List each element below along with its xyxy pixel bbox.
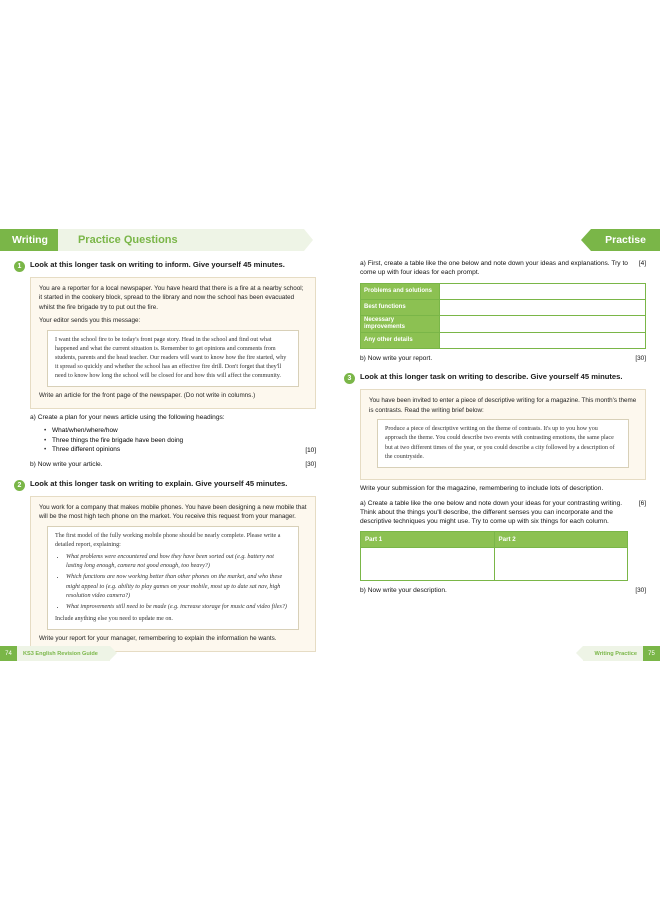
section-tab-practise: Practise	[591, 229, 660, 251]
question-2-manager-bullet: • Which functions are now working better than other phones on the market, and who these might appeal to (e.g. ability to play games on your mobile, most up to date sat nav, high resolution video camera?)	[66, 573, 291, 600]
question-3-number: 3	[344, 373, 355, 384]
question-3-sub-a-text: a) Create a table like the one below and note down your ideas for your contrasting writing. Think about the things you'll describe, the different senses you can incorporate and the descriptive techniques you might use. Try to come up with six things for each column.	[360, 499, 623, 525]
question-1-editor-message-text: I want the school fire to be today's front page story. Head in the school and find out what happened and what the current situation is. Remember to get opinions and comments from students, parents and the head teacher. Our readers will want to know how the fire started, why it spread so quickly and whether the school has an effective fire drill. Don't forget that they'll need to know how long the school will be closed for and how this will affect the community.	[55, 336, 287, 380]
question-1-sub-b	[30, 461, 316, 470]
question-2-manager-request	[47, 526, 299, 630]
section-tab-practice-questions: Practice Questions	[58, 229, 304, 251]
table-cell-blank[interactable]	[440, 283, 646, 299]
left-page-footer	[0, 646, 110, 661]
question-1-scenario-after: Write an article for the front page of the newspaper. (Do not write in columns.)	[39, 392, 256, 400]
question-2-sub-b-marks: [30]	[635, 354, 646, 362]
section-tab-writing: Writing	[0, 229, 58, 251]
question-2-sub-b	[360, 355, 646, 364]
table-row-label: Problems and solutions	[361, 283, 440, 299]
question-3-contrast-table	[360, 531, 628, 581]
question-2-sub-a-text: a) First, create a table like the one below and note down your ideas and explanations. Try to come up with four ideas for each prompt.	[360, 260, 628, 276]
question-3-scenario	[360, 389, 646, 479]
question-3-heading	[344, 372, 646, 384]
question-2-title: Look at this longer task on writing to explain. Give yourself 45 minutes.	[30, 478, 288, 488]
question-1-number: 1	[14, 261, 25, 272]
question-2-continued	[344, 260, 646, 363]
question-1-bullet: • Three different opinions	[44, 445, 183, 455]
question-2-sub-a	[360, 260, 646, 278]
book-spread	[0, 225, 660, 675]
table-row-label: Any other details	[361, 332, 440, 348]
table-cell-blank[interactable]	[440, 332, 646, 348]
table-row	[361, 283, 646, 299]
question-1-title: Look at this longer task on writing to inform. Give yourself 45 minutes.	[30, 260, 285, 269]
question-3-sub-b	[360, 587, 646, 596]
question-2-sub-a-marks: [4]	[638, 260, 646, 267]
question-1-bullets-row	[14, 423, 316, 455]
left-page	[0, 225, 330, 675]
question-2-manager-request-tail: Include anything else you need to update me on.	[55, 615, 173, 622]
question-2-ideas-table	[360, 283, 646, 349]
question-3-sub-b-text: b) Now write your description.	[360, 587, 447, 595]
question-1	[14, 260, 316, 470]
question-1-heading	[14, 260, 316, 272]
right-page-footer-text: Writing Practice	[583, 646, 643, 661]
question-2-manager-request-lead: The first model of the fully working mobile phone should be nearly complete. Please write a detailed report, explaining:	[55, 532, 281, 548]
left-page-number: 74	[0, 646, 17, 661]
question-2-scenario-intro: You work for a company that makes mobile phones. You have been designing a new mobile that will be the most high tech phone on the market. You receive this request from your manager.	[39, 503, 307, 521]
question-1-sub-b-text: b) Now write your article.	[30, 461, 103, 469]
question-2-manager-bullet: • What problems were encountered and how they have been sorted out (e.g. battery not lasting long enough, camera not good enough, too heavy?)	[66, 553, 291, 571]
question-1-sub-a-marks: [10]	[305, 447, 316, 455]
question-1-sub-b-marks: [30]	[305, 461, 316, 469]
table-cell-blank[interactable]	[440, 299, 646, 315]
question-3-sub-b-marks: [30]	[635, 587, 646, 595]
question-1-scenario	[30, 277, 316, 409]
table-row	[361, 548, 628, 581]
table-row	[361, 332, 646, 348]
table-row-label: Necessary improvements	[361, 315, 440, 332]
question-2-manager-bullet: • What improvements still need to be made (e.g. increase storage for music and video files?)	[66, 603, 291, 612]
table-row-label: Best functions	[361, 299, 440, 315]
table-header-row	[361, 532, 628, 548]
question-1-scenario-intro: You are a reporter for a local newspaper. You have heard that there is a fire at a nearby school; it started in the cookery block, spread to the library and now the school has been evacuated whilst the fire brigade try to put out the fire.	[39, 285, 304, 311]
right-page-header	[344, 229, 660, 251]
question-1-scenario-lead: Your editor sends you this message:	[39, 317, 141, 325]
table-cell-blank[interactable]	[361, 548, 495, 581]
question-2-manager-request-bullets	[55, 553, 291, 612]
question-1-bullet: • Three things the fire brigade have been doing	[44, 436, 183, 446]
left-page-header	[0, 229, 304, 251]
question-3-title: Look at this longer task on writing to describe. Give yourself 45 minutes.	[360, 372, 623, 382]
question-2-heading	[14, 479, 316, 491]
question-1-editor-message	[47, 330, 299, 388]
question-2-sub-b-text: b) Now write your report.	[360, 354, 433, 362]
table-cell-blank[interactable]	[494, 548, 628, 581]
question-3-after-note: Write your submission for the magazine, remembering to include lots of description.	[360, 484, 604, 492]
right-page	[330, 225, 660, 675]
question-3-scenario-intro: You have been invited to enter a piece of descriptive writing for a magazine. This month's theme is contrasts. Read the writing brief below:	[369, 397, 637, 414]
table-column-header: Part 1	[361, 532, 495, 548]
table-row	[361, 315, 646, 332]
question-3	[344, 372, 646, 596]
question-3-writing-brief-text: Produce a piece of descriptive writing on the theme of contrasts. It's up to you how you approach the theme. You could describe two events with contrasting emotions, the same place but at two different times of the year, or you could describe a city followed by a description of the countryside.	[385, 426, 615, 460]
table-row	[361, 299, 646, 315]
question-2	[14, 479, 316, 652]
table-column-header: Part 2	[494, 532, 628, 548]
question-3-sub-a-marks: [6]	[638, 499, 646, 507]
left-page-footer-text: KS3 English Revision Guide	[17, 646, 110, 661]
question-3-sub-a	[360, 500, 646, 527]
question-2-number: 2	[14, 480, 25, 491]
question-3-writing-brief	[377, 419, 629, 468]
question-1-bullets	[44, 426, 183, 455]
right-page-footer	[583, 646, 660, 661]
right-page-number: 75	[643, 646, 660, 661]
question-2-scenario	[30, 496, 316, 652]
question-1-sub-a: a) Create a plan for your news article using the following headings:	[30, 413, 225, 421]
question-1-bullet: • What/when/where/how	[44, 426, 183, 436]
table-cell-blank[interactable]	[440, 315, 646, 332]
question-2-scenario-after: Write your report for your manager, remembering to explain the information he wants.	[39, 635, 277, 643]
